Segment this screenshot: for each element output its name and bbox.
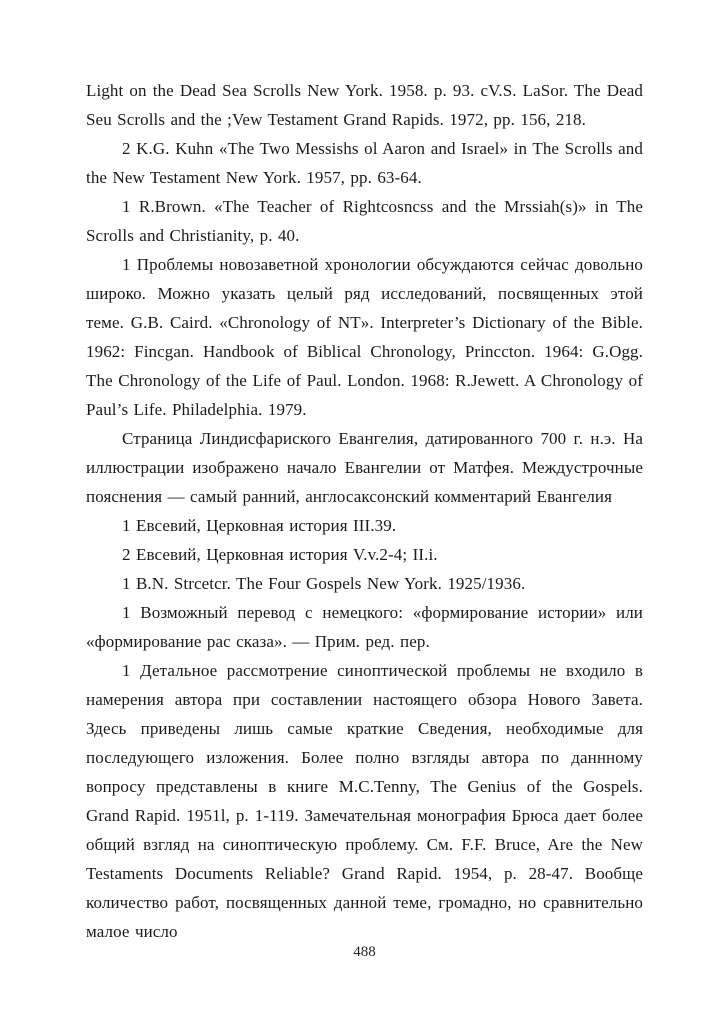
text-block bbox=[86, 76, 643, 946]
paragraph-5: Страница Линдисфариского Евангелия, датированного 700 г. н.э. На иллюстрации изображено начало Евангелии от Матфея. Междустрочные пояснения — самый ранний, англосаксонский комментарий Евангелия bbox=[86, 429, 643, 506]
paragraph-10: 1 Детальное рассмотрение синоптической проблемы не входило в намерения автора при составлении настоящего обзора Нового Завета. Здесь приведены лишь самые краткие Сведения, необходимые для последующего изложения. Более полно взгляды автора по даннному вопросу представлены в книге M.C.Tenny, The Genius of the Gospels. Grand Rapid. 1951l, p. 1-119. Замечательная монография Брюса дает более общий взгляд на синоптическую проблему. См. F.F. Bruce, Are the New Testaments Documents Reliable? Grand Rapid. 1954, p. 28-47. Вообще количество работ, посвященных данной теме, громадно, но сравнительно малое число bbox=[86, 661, 643, 941]
paragraph-4: 1 Проблемы новозаветной хронологии обсуждаются сейчас довольно широко. Можно указать целый ряд исследований, посвященных этой теме. G.B. Caird. «Chronology of NT». Interpreter’s Dictionary of the Bible. 1962: Fincgan. Handbook of Biblical Chronology, Princcton. 1964: G.Ogg. The Chronology of the Life of Paul. London. 1968: R.Jewett. A Chronology of Paul’s Life. Philadelphia. 1979. bbox=[86, 255, 643, 419]
paragraph-3: 1 R.Brown. «The Teacher of Rightcosncss and the Mrssiah(s)» in The Scrolls and Christianity, p. 40. bbox=[86, 197, 643, 245]
paragraph-8: 1 B.N. Strcetcr. The Four Gospels New York. 1925/1936. bbox=[122, 574, 526, 593]
page-number: 488 bbox=[353, 944, 376, 960]
paragraph-6: 1 Евсевий, Церковная история III.39. bbox=[122, 516, 397, 535]
paragraph-1: Light on the Dead Sea Scrolls New York. 1958. p. 93. cV.S. LaSor. The Dead Seu Scrolls and the ;Vew Testament Grand Rapids. 1972, pp. 156, 218. bbox=[86, 81, 643, 129]
paragraph-2: 2 K.G. Kuhn «The Two Messishs ol Aaron and Israel» in The Scrolls and the New Testament New York. 1957, pp. 63-64. bbox=[86, 139, 643, 187]
paragraph-7: 2 Евсевий, Церковная история V.v.2-4; II.i. bbox=[122, 545, 438, 564]
paragraph-9: 1 Возможный перевод с немецкого: «формирование истории» или «формирование рас сказа». — Прим. ред. пер. bbox=[86, 603, 643, 651]
